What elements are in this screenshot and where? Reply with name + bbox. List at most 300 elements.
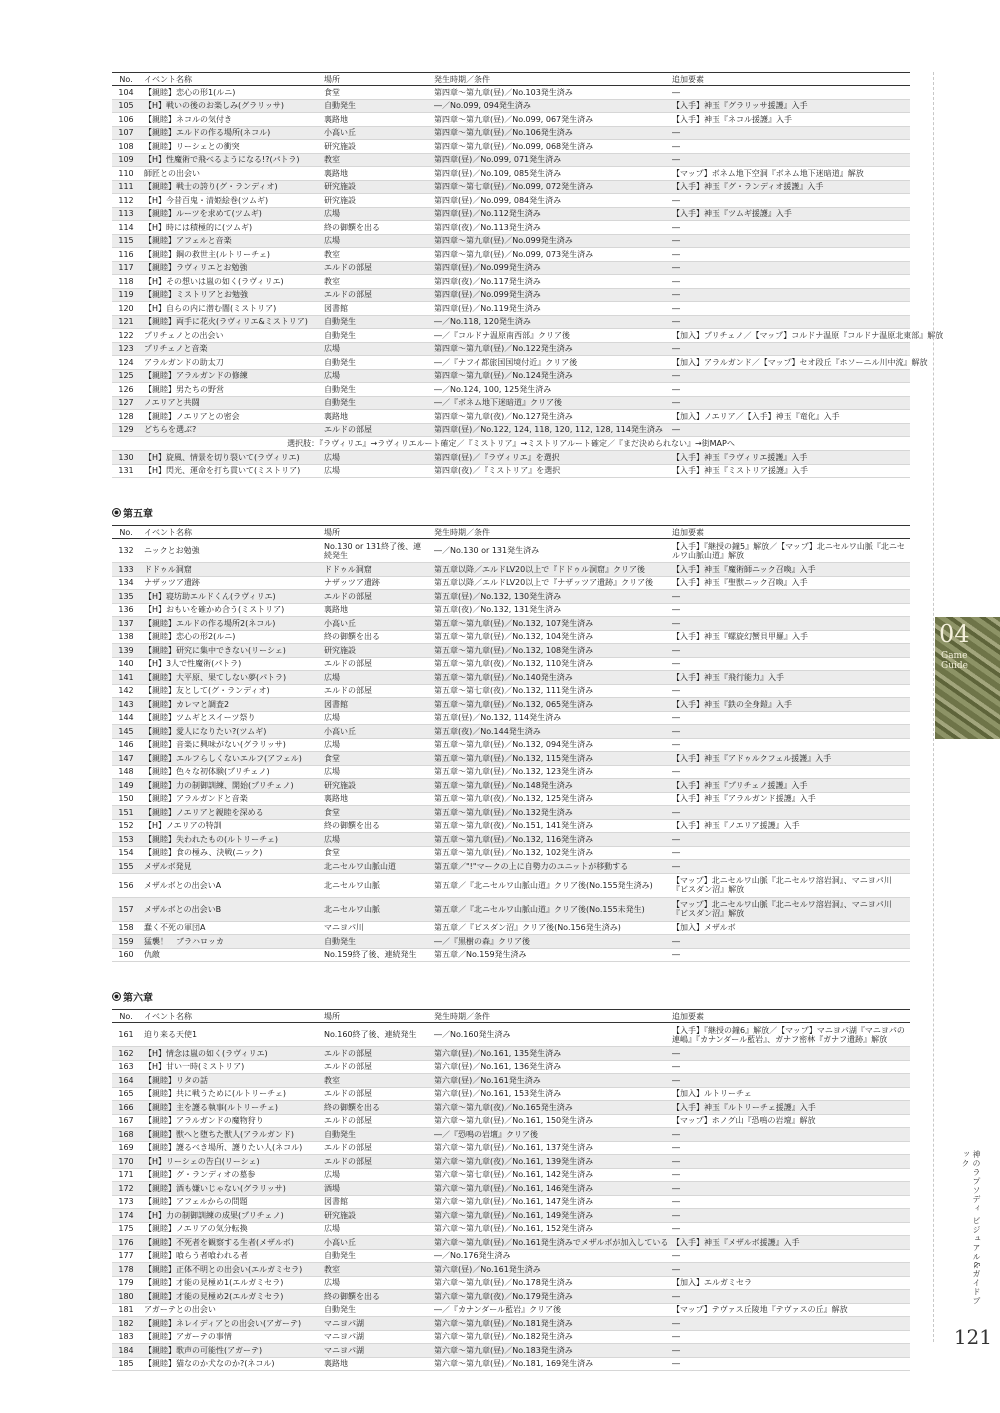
event-name-cell: 【親睦】酒も嫌いじゃない(グラリッサ) (140, 1182, 320, 1196)
table-row (112, 563, 910, 577)
extra-cell: ― (668, 846, 910, 860)
event-name-cell: 【親睦】才能の見極め2(エルガミセラ) (140, 1290, 320, 1304)
event-name-cell: 【親睦】エルドの作る場所(ネコル) (140, 126, 320, 140)
no-cell: 171 (112, 1168, 140, 1182)
condition-cell: ―／『カナンダール藍岩』クリア後 (430, 1303, 668, 1317)
condition-cell: 第四章(昼)／No.122, 124, 118, 120, 112, 128, 114発生済み (430, 423, 668, 437)
extra-cell: ― (668, 1330, 910, 1344)
no-cell: 150 (112, 792, 140, 806)
extra-cell: ― (668, 1168, 910, 1182)
condition-cell: 第六章～第九章(昼)／No.181, 169発生済み (430, 1357, 668, 1371)
extra-cell: ― (668, 423, 910, 437)
no-cell: 159 (112, 935, 140, 949)
event-name-cell: 【親睦】エルドの作る場所2(ネコル) (140, 617, 320, 631)
place-cell: マニヨパ川 (320, 921, 430, 935)
extra-cell: 【加入】ルトリーチェ (668, 1087, 910, 1101)
table-row (112, 644, 910, 658)
extra-cell: ― (668, 140, 910, 154)
event-name-cell: 【親睦】才能の見極め1(エルガミセラ) (140, 1276, 320, 1290)
event-name-cell: ナザッツア遺跡 (140, 576, 320, 590)
condition-cell: ―／『恐鳴の岩壇』クリア後 (430, 1128, 668, 1142)
extra-cell: 【入手】神玉『アドゥルクフェル援護』入手 (668, 752, 910, 766)
no-cell: 142 (112, 684, 140, 698)
event-name-cell: 仇敵 (140, 948, 320, 962)
column-header: 発生時期／条件 (430, 73, 668, 86)
extra-cell: 【入手】神玉『プリチェノ援護』入手 (668, 779, 910, 793)
extra-cell: ― (668, 738, 910, 752)
condition-cell: 第五章～第九章(昼)／No.132, 123発生済み (430, 765, 668, 779)
no-cell: 114 (112, 221, 140, 235)
no-cell: 164 (112, 1074, 140, 1088)
table-row (112, 180, 910, 194)
condition-cell: 第五章～第九章(夜)／No.132, 125発生済み (430, 792, 668, 806)
table-row (112, 897, 910, 921)
no-cell: 178 (112, 1263, 140, 1277)
place-cell: 教室 (320, 275, 430, 289)
no-cell: 183 (112, 1330, 140, 1344)
table-row (112, 1047, 910, 1061)
event-name-cell: 【親睦】獣へと堕ちた獣人(アラルガンド) (140, 1128, 320, 1142)
extra-cell: ― (668, 248, 910, 262)
extra-cell: ― (668, 1128, 910, 1142)
no-cell: 153 (112, 833, 140, 847)
table-row (112, 935, 910, 949)
no-cell: 118 (112, 275, 140, 289)
condition-cell: ―／『コルドナ温原南西部』クリア後 (430, 329, 668, 343)
table-row (112, 356, 910, 370)
no-cell: 111 (112, 180, 140, 194)
extra-cell: ― (668, 1074, 910, 1088)
chapter-tab-label-line2: Guide (941, 661, 968, 671)
condition-cell: 第四章～第九章(昼)／No.106発生済み (430, 126, 668, 140)
no-cell: 121 (112, 315, 140, 329)
extra-cell: 【入手】神玉『魔術師ニック召喚』入手 (668, 563, 910, 577)
no-cell: 161 (112, 1023, 140, 1047)
table-row (112, 167, 910, 181)
table-row (112, 792, 910, 806)
no-cell: 141 (112, 671, 140, 685)
condition-cell: 第六章～第七章(昼)／No.161, 142発生済み (430, 1168, 668, 1182)
place-cell: エルドの部屋 (320, 1087, 430, 1101)
event-name-cell: プリチェノとの出会い (140, 329, 320, 343)
extra-cell: ― (668, 275, 910, 289)
table-row (112, 1276, 910, 1290)
no-cell: 163 (112, 1060, 140, 1074)
column-header: 場所 (320, 526, 430, 539)
place-cell: 自動発生 (320, 935, 430, 949)
extra-cell: ― (668, 1195, 910, 1209)
event-name-cell: 迫り来る天使1 (140, 1023, 320, 1047)
table-header-row (112, 526, 910, 539)
choice-note: 選択肢：『ラヴィリエ』→ラヴィリエルート確定／『ミストリア』→ミストリアルート確定／『まだ決められない』→街MAPへ (112, 437, 910, 451)
event-name-cell: 【親睦】ネコルの気付き (140, 113, 320, 127)
condition-cell: 第六章～第九章(昼)／No.161, 146発生済み (430, 1182, 668, 1196)
table-row (112, 261, 910, 275)
extra-cell: 【入手】『継授の鐘6』解放／【マップ】マニヨパ湖『マニヨパの連嶋』『カナンダール藍岩』、ガナフ密林『ガナフ遺跡』解放 (668, 1023, 910, 1047)
extra-cell: ― (668, 1263, 910, 1277)
place-cell: 広場 (320, 464, 430, 478)
extra-cell: ― (668, 369, 910, 383)
condition-cell: 第五章(夜)／No.132, 131発生済み (430, 603, 668, 617)
condition-cell: 第六章～第九章(昼)／No.161, 150発生済み (430, 1114, 668, 1128)
place-cell: エルドの部屋 (320, 423, 430, 437)
place-cell: 図書館 (320, 302, 430, 316)
event-name-cell: 【H】力の制御訓練の成果(プリチェノ) (140, 1209, 320, 1223)
table-row (112, 1114, 910, 1128)
condition-cell: 第四章～第九章(昼)／No.099発生済み (430, 234, 668, 248)
table-row (112, 315, 910, 329)
event-name-cell: 【親睦】正体不明との出会い(エルガミセラ) (140, 1263, 320, 1277)
column-header: 発生時期／条件 (430, 1010, 668, 1023)
extra-cell: 【マップ】ホノグ山『恐鳴の岩壇』解放 (668, 1114, 910, 1128)
place-cell: 裏路地 (320, 113, 430, 127)
place-cell: 自動発生 (320, 99, 430, 113)
place-cell: 北ニセルワ山脈山道 (320, 860, 430, 874)
section-title: 第五章 (123, 509, 153, 520)
no-cell: 152 (112, 819, 140, 833)
place-cell: マニヨパ湖 (320, 1317, 430, 1331)
place-cell: エルドの部屋 (320, 657, 430, 671)
event-name-cell: 【親睦】アフェルからの問題 (140, 1195, 320, 1209)
condition-cell: 第六章～第九章(昼)／No.178発生済み (430, 1276, 668, 1290)
place-cell: 小高い丘 (320, 725, 430, 739)
condition-cell: 第四章(昼)／『ラヴィリエ』を選択 (430, 451, 668, 465)
no-cell: 149 (112, 779, 140, 793)
column-header: イベント名称 (140, 526, 320, 539)
condition-cell: 第四章～第九章(昼)／No.099, 073発生済み (430, 248, 668, 262)
column-header: No. (112, 526, 140, 539)
place-cell: 教室 (320, 1263, 430, 1277)
no-cell: 154 (112, 846, 140, 860)
extra-cell: 【マップ】テヴァス丘陵地『テヴァスの丘』解放 (668, 1303, 910, 1317)
event-table (112, 72, 944, 478)
bullet-icon (112, 508, 121, 517)
section-heading (112, 508, 910, 520)
no-cell: 135 (112, 590, 140, 604)
no-cell: 176 (112, 1236, 140, 1250)
condition-cell: 第五章／『北ニセルワ山脈山道』クリア後(No.155未発生) (430, 897, 668, 921)
place-cell: 教室 (320, 153, 430, 167)
event-name-cell: 【H】性魔術で飛べるようになる!?(パトラ) (140, 153, 320, 167)
extra-cell: ― (668, 711, 910, 725)
page-number: 121 (953, 1325, 992, 1349)
event-name-cell: 【親睦】アフェルと音楽 (140, 234, 320, 248)
place-cell: 広場 (320, 1276, 430, 1290)
event-name-cell: 【親睦】友として(グ・ランディオ) (140, 684, 320, 698)
no-cell: 138 (112, 630, 140, 644)
place-cell: 自動発生 (320, 1249, 430, 1263)
table-row (112, 698, 910, 712)
table-row (112, 113, 910, 127)
condition-cell: 第六章～第九章(昼)／No.161, 152発生済み (430, 1222, 668, 1236)
no-cell: 166 (112, 1101, 140, 1115)
no-cell: 134 (112, 576, 140, 590)
place-cell: No.160終了後、連続発生 (320, 1023, 430, 1047)
extra-cell: 【入手】神玉『聖獣ニック召喚』入手 (668, 576, 910, 590)
event-name-cell: 【親睦】共に戦うために(ルトリーチェ) (140, 1087, 320, 1101)
event-name-cell: 【親睦】不死者を観察する生者(メザルボ) (140, 1236, 320, 1250)
event-name-cell: 【H】旋風、情景を切り裂いて(ラヴィリエ) (140, 451, 320, 465)
extra-cell: ― (668, 86, 910, 100)
table-row (112, 1303, 910, 1317)
event-name-cell: ニックとお勉強 (140, 539, 320, 563)
no-cell: 169 (112, 1141, 140, 1155)
condition-cell: 第五章～第九章(昼)／No.132発生済み (430, 806, 668, 820)
extra-cell: ― (668, 342, 910, 356)
condition-cell: 第四章～第九章(昼)／No.122発生済み (430, 342, 668, 356)
no-cell: 160 (112, 948, 140, 962)
table-row (112, 617, 910, 631)
table-row (112, 603, 910, 617)
condition-cell: ―／No.099, 094発生済み (430, 99, 668, 113)
extra-cell: ― (668, 765, 910, 779)
extra-cell: ― (668, 833, 910, 847)
condition-cell: 第六章(昼)／No.161, 135発生済み (430, 1047, 668, 1061)
condition-cell: 第四章～第九章(昼)／No.103発生済み (430, 86, 668, 100)
event-name-cell: 【親睦】ラヴィリエとお勉強 (140, 261, 320, 275)
condition-cell: 第五章～第九章(昼)／No.132, 115発生済み (430, 752, 668, 766)
no-cell: 104 (112, 86, 140, 100)
table-row (112, 725, 910, 739)
table-row (112, 396, 910, 410)
event-name-cell: 【親睦】戦士の誇り(グ・ランディオ) (140, 180, 320, 194)
extra-cell: ― (668, 860, 910, 874)
table-header-row (112, 1010, 910, 1023)
no-cell: 173 (112, 1195, 140, 1209)
event-name-cell: 【H】ノエリアの特訓 (140, 819, 320, 833)
table-row (112, 1060, 910, 1074)
no-cell: 120 (112, 302, 140, 316)
place-cell: ドドゥル洞窟 (320, 563, 430, 577)
place-cell: 食堂 (320, 846, 430, 860)
condition-cell: 第四章～第九章(昼)／No.099, 067発生済み (430, 113, 668, 127)
place-cell: マニヨパ湖 (320, 1330, 430, 1344)
no-cell: 157 (112, 897, 140, 921)
no-cell: 122 (112, 329, 140, 343)
no-cell: 145 (112, 725, 140, 739)
condition-cell: 第四章～第九章(昼)／No.124発生済み (430, 369, 668, 383)
table-row (112, 1263, 910, 1277)
place-cell: 広場 (320, 207, 430, 221)
condition-cell: 第四章(夜)／No.113発生済み (430, 221, 668, 235)
table-row (112, 752, 910, 766)
extra-cell: 【入手】神玉『グ・ランディオ援護』入手 (668, 180, 910, 194)
condition-cell: 第六章～第九章(昼)／No.161発生済みでメザルボが加入している (430, 1236, 668, 1250)
no-cell: 116 (112, 248, 140, 262)
condition-cell: 第六章(昼)／No.161発生済み (430, 1074, 668, 1088)
choice-note-row (112, 437, 910, 451)
table-row (112, 99, 910, 113)
event-name-cell: 【親睦】失われたもの(ルトリーチェ) (140, 833, 320, 847)
place-cell: エルドの部屋 (320, 590, 430, 604)
extra-cell: ― (668, 221, 910, 235)
extra-cell: ― (668, 1290, 910, 1304)
condition-cell: 第六章～第九章(昼)／No.182発生済み (430, 1330, 668, 1344)
event-name-cell: 【親睦】愛人になりたい?(ツムギ) (140, 725, 320, 739)
place-cell: 自動発生 (320, 1128, 430, 1142)
table-row (112, 423, 910, 437)
no-cell: 123 (112, 342, 140, 356)
extra-cell: 【入手】神玉『ラヴィリエ援護』入手 (668, 451, 910, 465)
extra-cell: ― (668, 1047, 910, 1061)
table-row (112, 126, 910, 140)
no-cell: 125 (112, 369, 140, 383)
extra-cell: ― (668, 590, 910, 604)
condition-cell: 第四章(昼)／No.112発生済み (430, 207, 668, 221)
place-cell: 自動発生 (320, 315, 430, 329)
place-cell: 研究施設 (320, 194, 430, 208)
table-row (112, 140, 910, 154)
event-name-cell: 猛襲！ ブラハロッカ (140, 935, 320, 949)
event-name-cell: 師匠との出会い (140, 167, 320, 181)
event-name-cell: 蠢く不死の軍団A (140, 921, 320, 935)
table-row (112, 779, 910, 793)
extra-cell: 【入手】神玉『アラルガンド援護』入手 (668, 792, 910, 806)
event-name-cell: 【親睦】主を護る執事(ルトリーチェ) (140, 1101, 320, 1115)
event-name-cell: 【親睦】ルーツを求めて(ツムギ) (140, 207, 320, 221)
extra-cell: ― (668, 1357, 910, 1371)
no-cell: 156 (112, 873, 140, 897)
extra-cell: 【加入】アラルガンド／【マップ】セオ段丘『ホソーニル川中流』解放 (668, 356, 910, 370)
chapter-tab-label (941, 651, 968, 671)
table-row (112, 576, 910, 590)
no-cell: 182 (112, 1317, 140, 1331)
event-name-cell: 【親睦】両手に花火(ラヴィリエ&ミストリア) (140, 315, 320, 329)
condition-cell: ―／No.118, 120発生済み (430, 315, 668, 329)
table-row (112, 451, 910, 465)
table-row (112, 369, 910, 383)
no-cell: 175 (112, 1222, 140, 1236)
extra-cell: ― (668, 153, 910, 167)
event-name-cell: 【親睦】護るべき場所、護りたい人(ネコル) (140, 1141, 320, 1155)
column-header: イベント名称 (140, 1010, 320, 1023)
condition-cell: 第五章～第九章(昼)／No.148発生済み (430, 779, 668, 793)
extra-cell: 【加入】プリチェノ／【マップ】コルドナ温原『コルドナ温原北東部』解放 (668, 329, 910, 343)
event-name-cell: 【親睦】アラルガンドの修練 (140, 369, 320, 383)
place-cell: 広場 (320, 451, 430, 465)
event-name-cell: 【H】甘い一時(ミストリア) (140, 1060, 320, 1074)
extra-cell: ― (668, 603, 910, 617)
condition-cell: 第五章～第九章(昼)／No.132, 104発生済み (430, 630, 668, 644)
place-cell: 研究施設 (320, 1209, 430, 1223)
chapter-tab-label-line1: Game (941, 651, 968, 661)
table-row (112, 1357, 910, 1371)
event-name-cell: 【親睦】ノエリアの気分転換 (140, 1222, 320, 1236)
event-name-cell: 【親睦】食の極み、決戦(ニック) (140, 846, 320, 860)
event-name-cell: 【親睦】ノエリアと親睦を深める (140, 806, 320, 820)
no-cell: 172 (112, 1182, 140, 1196)
table-row (112, 684, 910, 698)
condition-cell: ―／『黒樹の森』クリア後 (430, 935, 668, 949)
table-row (112, 207, 910, 221)
table-row (112, 711, 910, 725)
event-name-cell: アラルガンドの助太刀 (140, 356, 320, 370)
place-cell: 研究施設 (320, 644, 430, 658)
table-row (112, 1249, 910, 1263)
table-row (112, 1101, 910, 1115)
place-cell: 広場 (320, 711, 430, 725)
place-cell: 研究施設 (320, 779, 430, 793)
extra-cell: ― (668, 396, 910, 410)
place-cell: エルドの部屋 (320, 261, 430, 275)
no-cell: 110 (112, 167, 140, 181)
extra-cell: 【マップ】北ニセルワ山脈『北ニセルワ溶岩洞』、マニヨパ川『ビスダン沼』解放 (668, 897, 910, 921)
no-cell: 140 (112, 657, 140, 671)
table-row (112, 1182, 910, 1196)
table-row (112, 921, 910, 935)
condition-cell: 第五章～第九章(昼)／No.132, 094発生済み (430, 738, 668, 752)
event-name-cell: 【親睦】男たちの野営 (140, 383, 320, 397)
event-name-cell: ノエリアと共闘 (140, 396, 320, 410)
place-cell: 広場 (320, 738, 430, 752)
condition-cell: 第五章～第九章(昼)／No.140発生済み (430, 671, 668, 685)
condition-cell: 第四章(昼)／No.099, 071発生済み (430, 153, 668, 167)
table-row (112, 1290, 910, 1304)
event-name-cell: 【親睦】喰らう者喰われる者 (140, 1249, 320, 1263)
condition-cell: ―／『ナフイ都旅国国境付近』クリア後 (430, 356, 668, 370)
table-row (112, 765, 910, 779)
extra-cell: ― (668, 315, 910, 329)
event-name-cell: 【親睦】鋼の救世主(ルトリーチェ) (140, 248, 320, 262)
extra-cell: ― (668, 1182, 910, 1196)
event-name-cell: 【H】戦いの後のお楽しみ(グラリッサ) (140, 99, 320, 113)
no-cell: 168 (112, 1128, 140, 1142)
condition-cell: 第六章～第九章(昼)／No.183発生済み (430, 1344, 668, 1358)
place-cell: No.159終了後、連続発生 (320, 948, 430, 962)
extra-cell: ― (668, 1209, 910, 1223)
no-cell: 132 (112, 539, 140, 563)
condition-cell: 第四章(夜)／『ミストリア』を選択 (430, 464, 668, 478)
table-row (112, 1141, 910, 1155)
event-name-cell: 【親睦】力の制御訓練、開始(プリチェノ) (140, 779, 320, 793)
place-cell: No.130 or 131終了後、連続発生 (320, 539, 430, 563)
condition-cell: 第六章～第九章(昼)／No.161, 147発生済み (430, 1195, 668, 1209)
column-header: 場所 (320, 73, 430, 86)
event-name-cell: 【H】寝坊助エルドくん(ラヴィリエ) (140, 590, 320, 604)
extra-cell: ― (668, 261, 910, 275)
event-name-cell: 【H】その想いは嵐の如く(ラヴィリエ) (140, 275, 320, 289)
table-row (112, 1128, 910, 1142)
extra-cell: ― (668, 617, 910, 631)
extra-cell: ― (668, 1060, 910, 1074)
condition-cell: 第五章～第九章(昼)／No.132, 102発生済み (430, 846, 668, 860)
no-cell: 119 (112, 288, 140, 302)
event-name-cell: 【親睦】アラルガンドと音楽 (140, 792, 320, 806)
place-cell: 広場 (320, 1168, 430, 1182)
place-cell: エルドの部屋 (320, 684, 430, 698)
place-cell: エルドの部屋 (320, 1047, 430, 1061)
no-cell: 139 (112, 644, 140, 658)
event-name-cell: 【親睦】アガーテの事情 (140, 1330, 320, 1344)
event-name-cell: メザルボとの出会いB (140, 897, 320, 921)
place-cell: 終の御饌を出る (320, 819, 430, 833)
table-row (112, 1168, 910, 1182)
place-cell: エルドの部屋 (320, 288, 430, 302)
place-cell: 自動発生 (320, 396, 430, 410)
condition-cell: 第六章～第九章(昼)／No.181発生済み (430, 1317, 668, 1331)
condition-cell: 第五章以降／エルドLV20以上で『ドドゥル洞窟』クリア後 (430, 563, 668, 577)
extra-cell: ― (668, 194, 910, 208)
condition-cell: 第五章(夜)／No.144発生済み (430, 725, 668, 739)
no-cell: 179 (112, 1276, 140, 1290)
event-name-cell: 【親睦】ツムギとスイーツ祭り (140, 711, 320, 725)
book-title: 神のラプソディ ビジュアル&ガイドブック (961, 1150, 981, 1306)
table-row (112, 1195, 910, 1209)
condition-cell: 第六章(昼)／No.161, 153発生済み (430, 1087, 668, 1101)
no-cell: 185 (112, 1357, 140, 1371)
no-cell: 112 (112, 194, 140, 208)
event-table (112, 525, 910, 962)
